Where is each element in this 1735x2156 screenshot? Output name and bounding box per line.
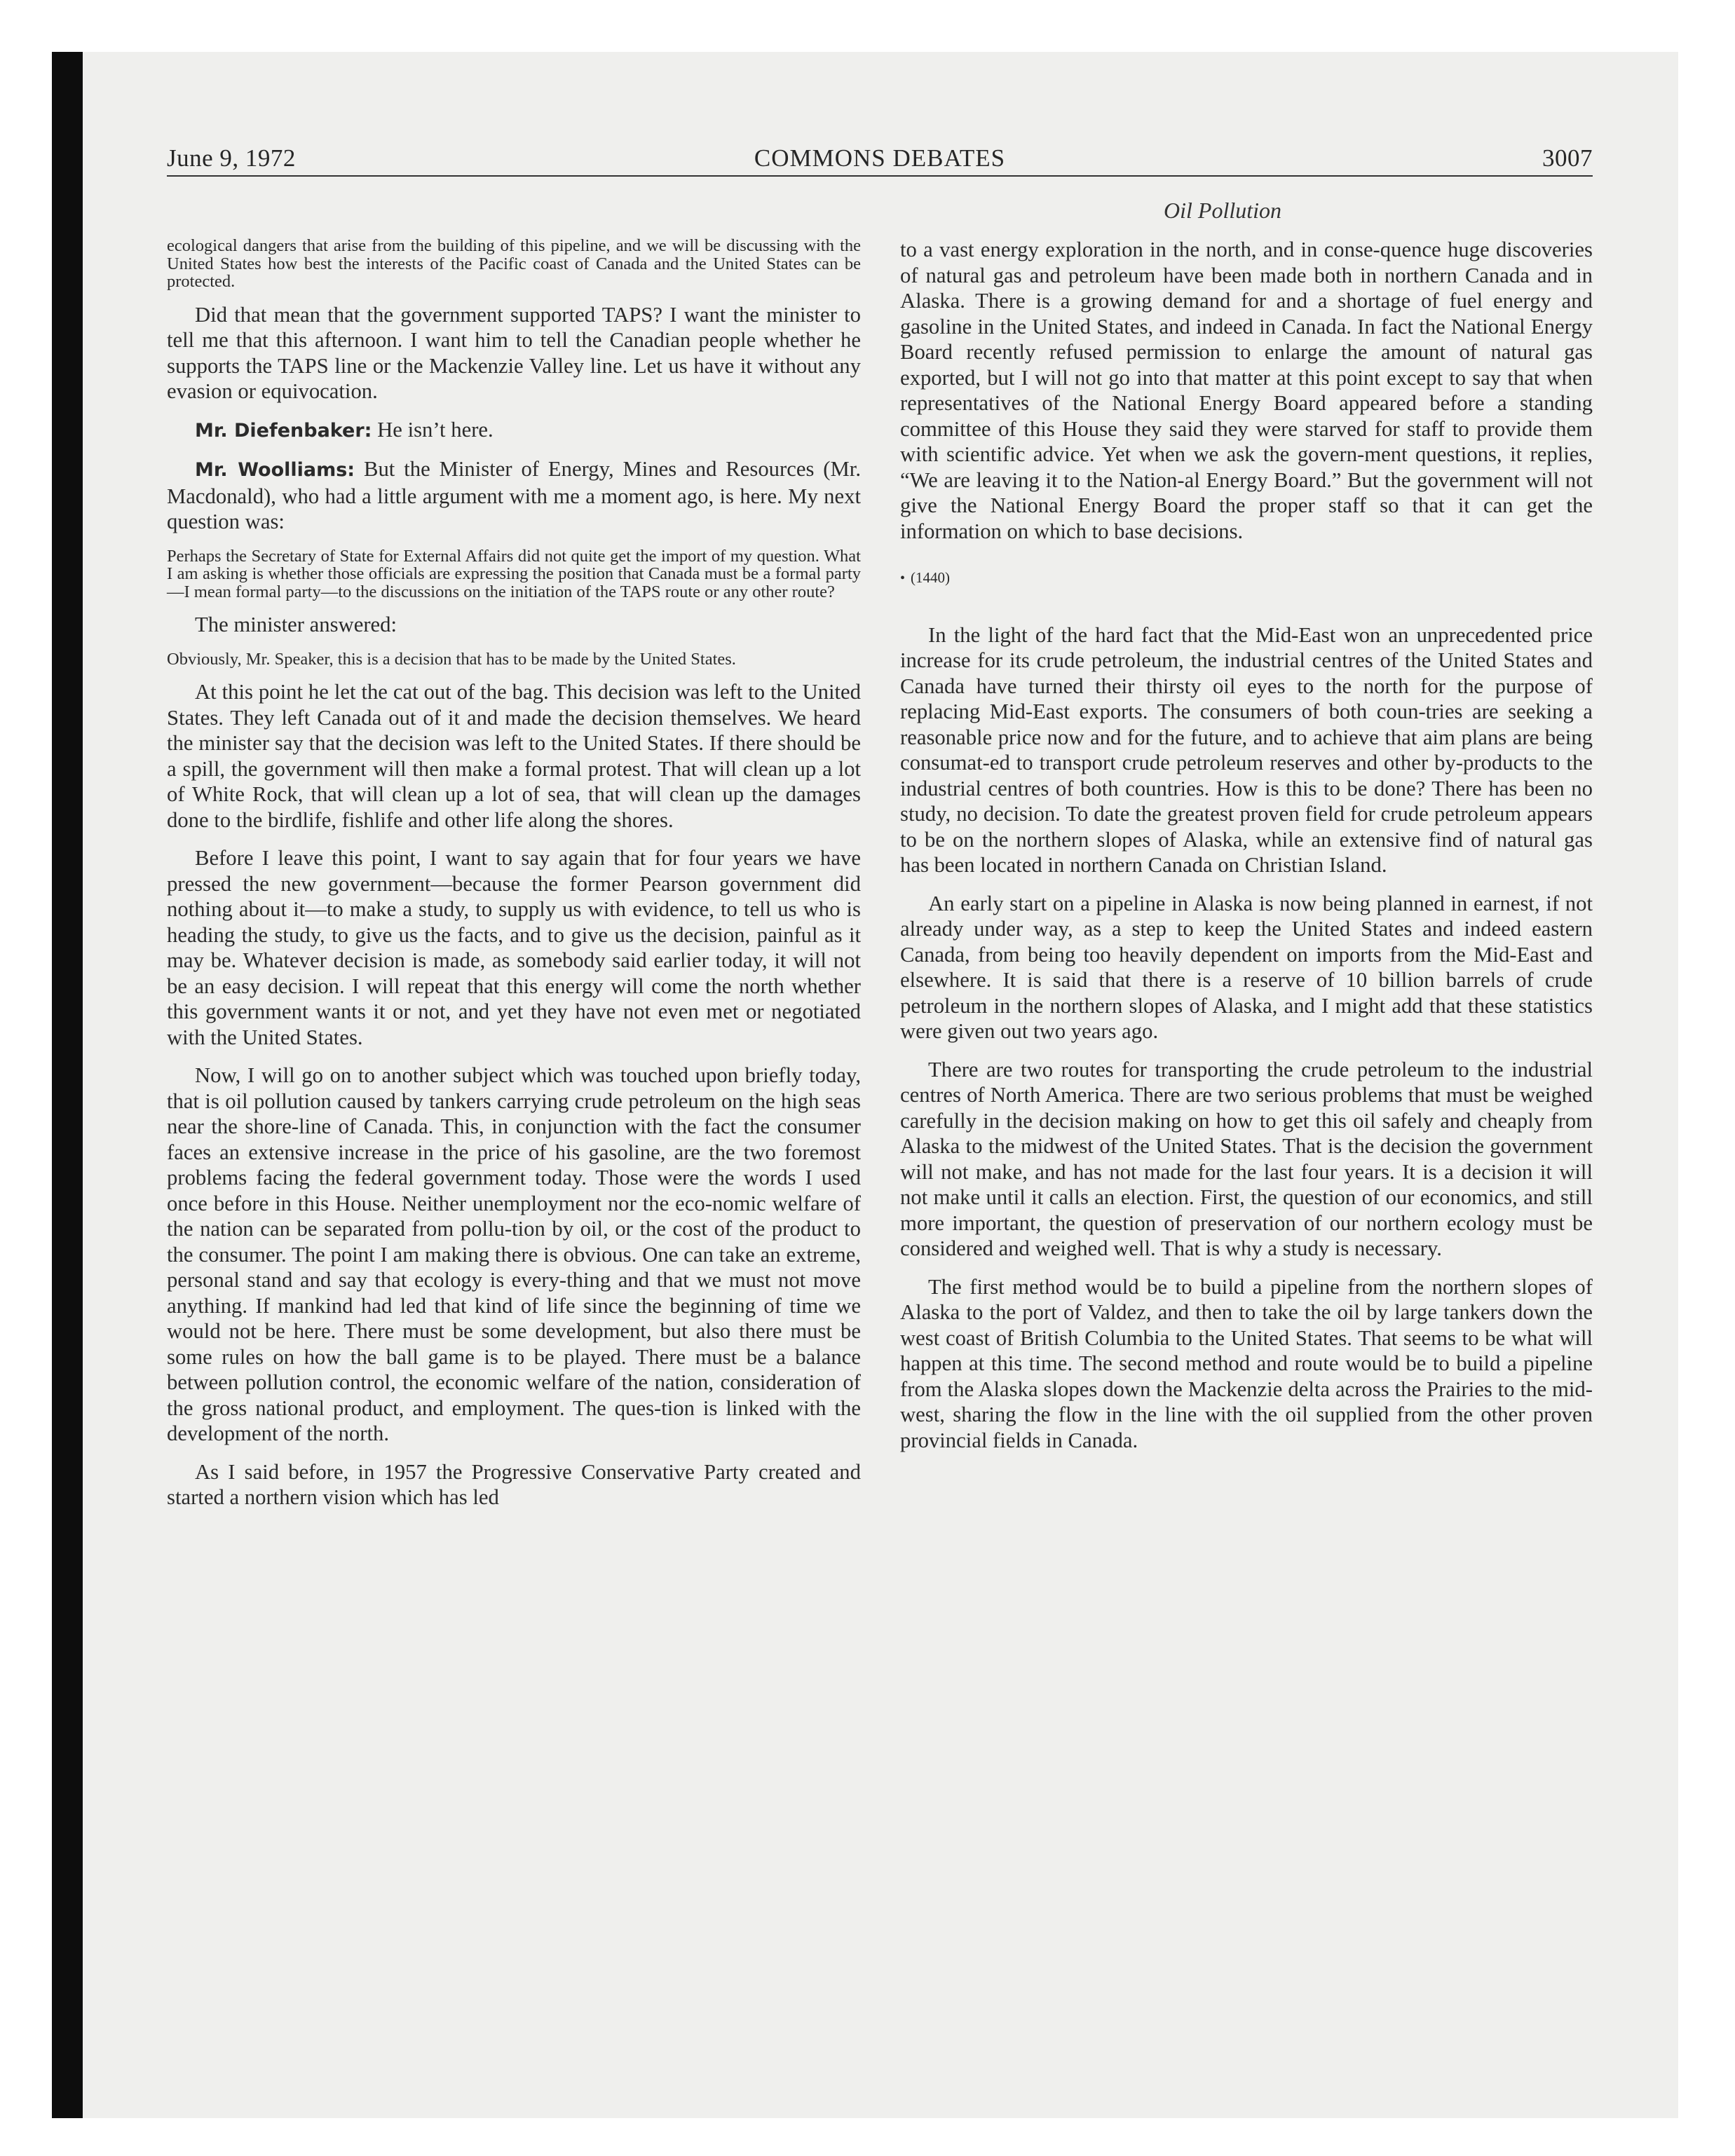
speaker-paragraph [167, 456, 861, 535]
paragraph: At this point he let the cat out of the bag. This decision was left to the United States. They left Canada out of it and made the decision themselves. We heard the minister say that the decision was left to the United States. If there should be a spill, the government will then make a formal protest. That will clean up a lot of White Rock, that will clean up a lot of sea, that will clean up the damages done to the birdlife, fishlife and other life along the shores. [167, 680, 861, 832]
speaker-name: Mr. Diefenbaker: [195, 419, 372, 442]
speaker-text: But the Minister of Energy, Mines and Resources (Mr. Macdonald), who had a little argument with me a moment ago, is here. My next question was: [167, 457, 861, 533]
running-head: Oil Pollution [1164, 198, 1281, 223]
time-marker [900, 565, 1593, 592]
right-column [900, 237, 1593, 1466]
paragraph: In the light of the hard fact that the Mid-East won an unprecedented price increase for its crude petroleum, the industrial centres of the United States and Canada have turned their thirsty oil eyes to the north for the purpose of replacing Mid-East exports. The consumers of both coun-tries are seeking a reasonable price now and for the future, and to achieve that aim plans are being consumat-ed to transport crude petroleum reserves and other by-products to the industrial centres of both countries. How is this to be done? There has been no study, no decision. To date the greatest proven field for crude petroleum appears to be on the northern slopes of Alaska, while an extensive find of natural gas has been located in northern Canada on Christian Island. [900, 622, 1593, 877]
paragraph: As I said before, in 1957 the Progressive Conservative Party created and started a northern vision which has led [167, 1459, 861, 1509]
speaker-paragraph [167, 417, 861, 444]
left-column [167, 237, 861, 1523]
paragraph: There are two routes for transporting the crude petroleum to the industrial centres of North America. There are two serious problems that must be weighed carefully in the decision making on how to get this oil safely and cheaply from Alaska to the midwest of the United States. That is the decision the government will not make, and has not made for the last four years. It is a decision it will not make until it calls an election. First, the question of our economics, and still more important, the question of preservation of our northern ecology must be considered and weighed well. That is why a study is necessary. [900, 1057, 1593, 1260]
speaker-name: Mr. Woolliams: [195, 459, 355, 481]
paragraph: Before I leave this point, I want to say again that for four years we have pressed the new government—because the former Pearson government did nothing about it—to make a study, to supply us with evidence, to tell us who is heading the study, to give us the facts, and to give us the decision, painful as it may be. Whatever decision is made, as somebody said earlier today, it will not be an easy decision. I will repeat that this energy will come the north whether this government wants it or not, and yet they have not even met or negotiated with the United States. [167, 846, 861, 1049]
bullet-dot: • [900, 571, 906, 586]
header-page-number: 3007 [1542, 144, 1593, 172]
quote-top: ecological dangers that arise from the building of this pipeline, and we will be discussing with the United States how best the interests of the Pacific coast of Canada and the United States can be protected. [167, 236, 861, 291]
paragraph: The minister answered: [195, 613, 397, 636]
paragraph: Now, I will go on to another subject which was touched upon briefly today, that is oil pollution caused by tankers carrying crude petroleum on the high seas near the shore-line of Canada. This, in conjunction with the fact the consumer faces an extensive increase in the price of his gasoline, are the two foremost problems facing the federal government today. Those were the words I used once before in this House. Neither unemployment nor the eco-nomic welfare of the nation can be separated from pollu-tion by oil, or the cost of the product to the consumer. The point I am making there is obvious. One can take an extreme, personal stand and say that ecology is every-thing and that we must not move anything. If mankind had led that kind of life since the beginning of time we would not be here. There must be some development, but also there must be some rules on how the ball game is to be played. There must be a balance between pollution control, the economic welfare of the nation, consideration of the gross national product, and employment. The ques-tion is linked with the development of the north. [167, 1063, 861, 1445]
binding-edge [52, 52, 83, 2118]
paragraph: The first method would be to build a pipeline from the northern slopes of Alaska to the port of Valdez, and then to take the oil by large tankers down the west coast of British Columbia to the United States. That seems to be what will happen at this time. The second method and route would be to build a pipeline from the Alaska slopes down the Mackenzie delta across the Prairies to the mid-west, sharing the flow in the line with the oil supplied from the other proven provincial fields in Canada. [900, 1274, 1593, 1452]
header-rule [167, 175, 1593, 177]
header-date: June 9, 1972 [167, 144, 296, 172]
paragraph: An early start on a pipeline in Alaska is now being planned in earnest, if not already under way, as a step to keep the United States and indeed eastern Canada, from being too heavily dependent on imports from the Mid-East and elsewhere. It is said that there is a reserve of 10 billion barrels of crude petroleum in the northern slopes of Alaska, and I might add that these statistics were given out two years ago. [900, 891, 1593, 1043]
time-marker-text: (1440) [911, 569, 951, 586]
quote-block: Obviously, Mr. Speaker, this is a decision that has to be made by the United States. [167, 649, 736, 669]
paragraph: to a vast energy exploration in the north, and in conse-quence huge discoveries of natural gas and petroleum have been made both in northern Canada and in Alaska. There is a growing demand for and a shortage of fuel energy and gasoline in the United States, and indeed in Canada. In fact the National Energy Board recently refused permission to enlarge the amount of natural gas exported, but I will not go into that matter at this point except to say that when representatives of the National Energy Board appeared before a standing committee of this House they said they were starved for staff to provide them with scientific advice. Yet when we ask the govern-ment questions, it replies, “We are leaving it to the Nation-al Energy Board.” But the government will not give the National Energy Board the proper staff so that it can get the information on which to base decisions. [900, 238, 1593, 543]
quote-block: Perhaps the Secretary of State for External Affairs did not quite get the import of my question. What I am asking is whether those officials are expressing the position that Canada must be a formal party—I mean formal party—to the discussions on the initiation of the TAPS route or any other route? [167, 546, 861, 601]
header-title: COMMONS DEBATES [754, 144, 1006, 172]
paragraph: Did that mean that the government supported TAPS? I want the minister to tell me that this afternoon. I want him to tell the Canadian people whether he supports the TAPS line or the Mackenzie Valley line. Let us have it without any evasion or equivocation. [167, 302, 861, 403]
speaker-text: He isn’t here. [377, 417, 494, 442]
page-header [167, 144, 1593, 178]
